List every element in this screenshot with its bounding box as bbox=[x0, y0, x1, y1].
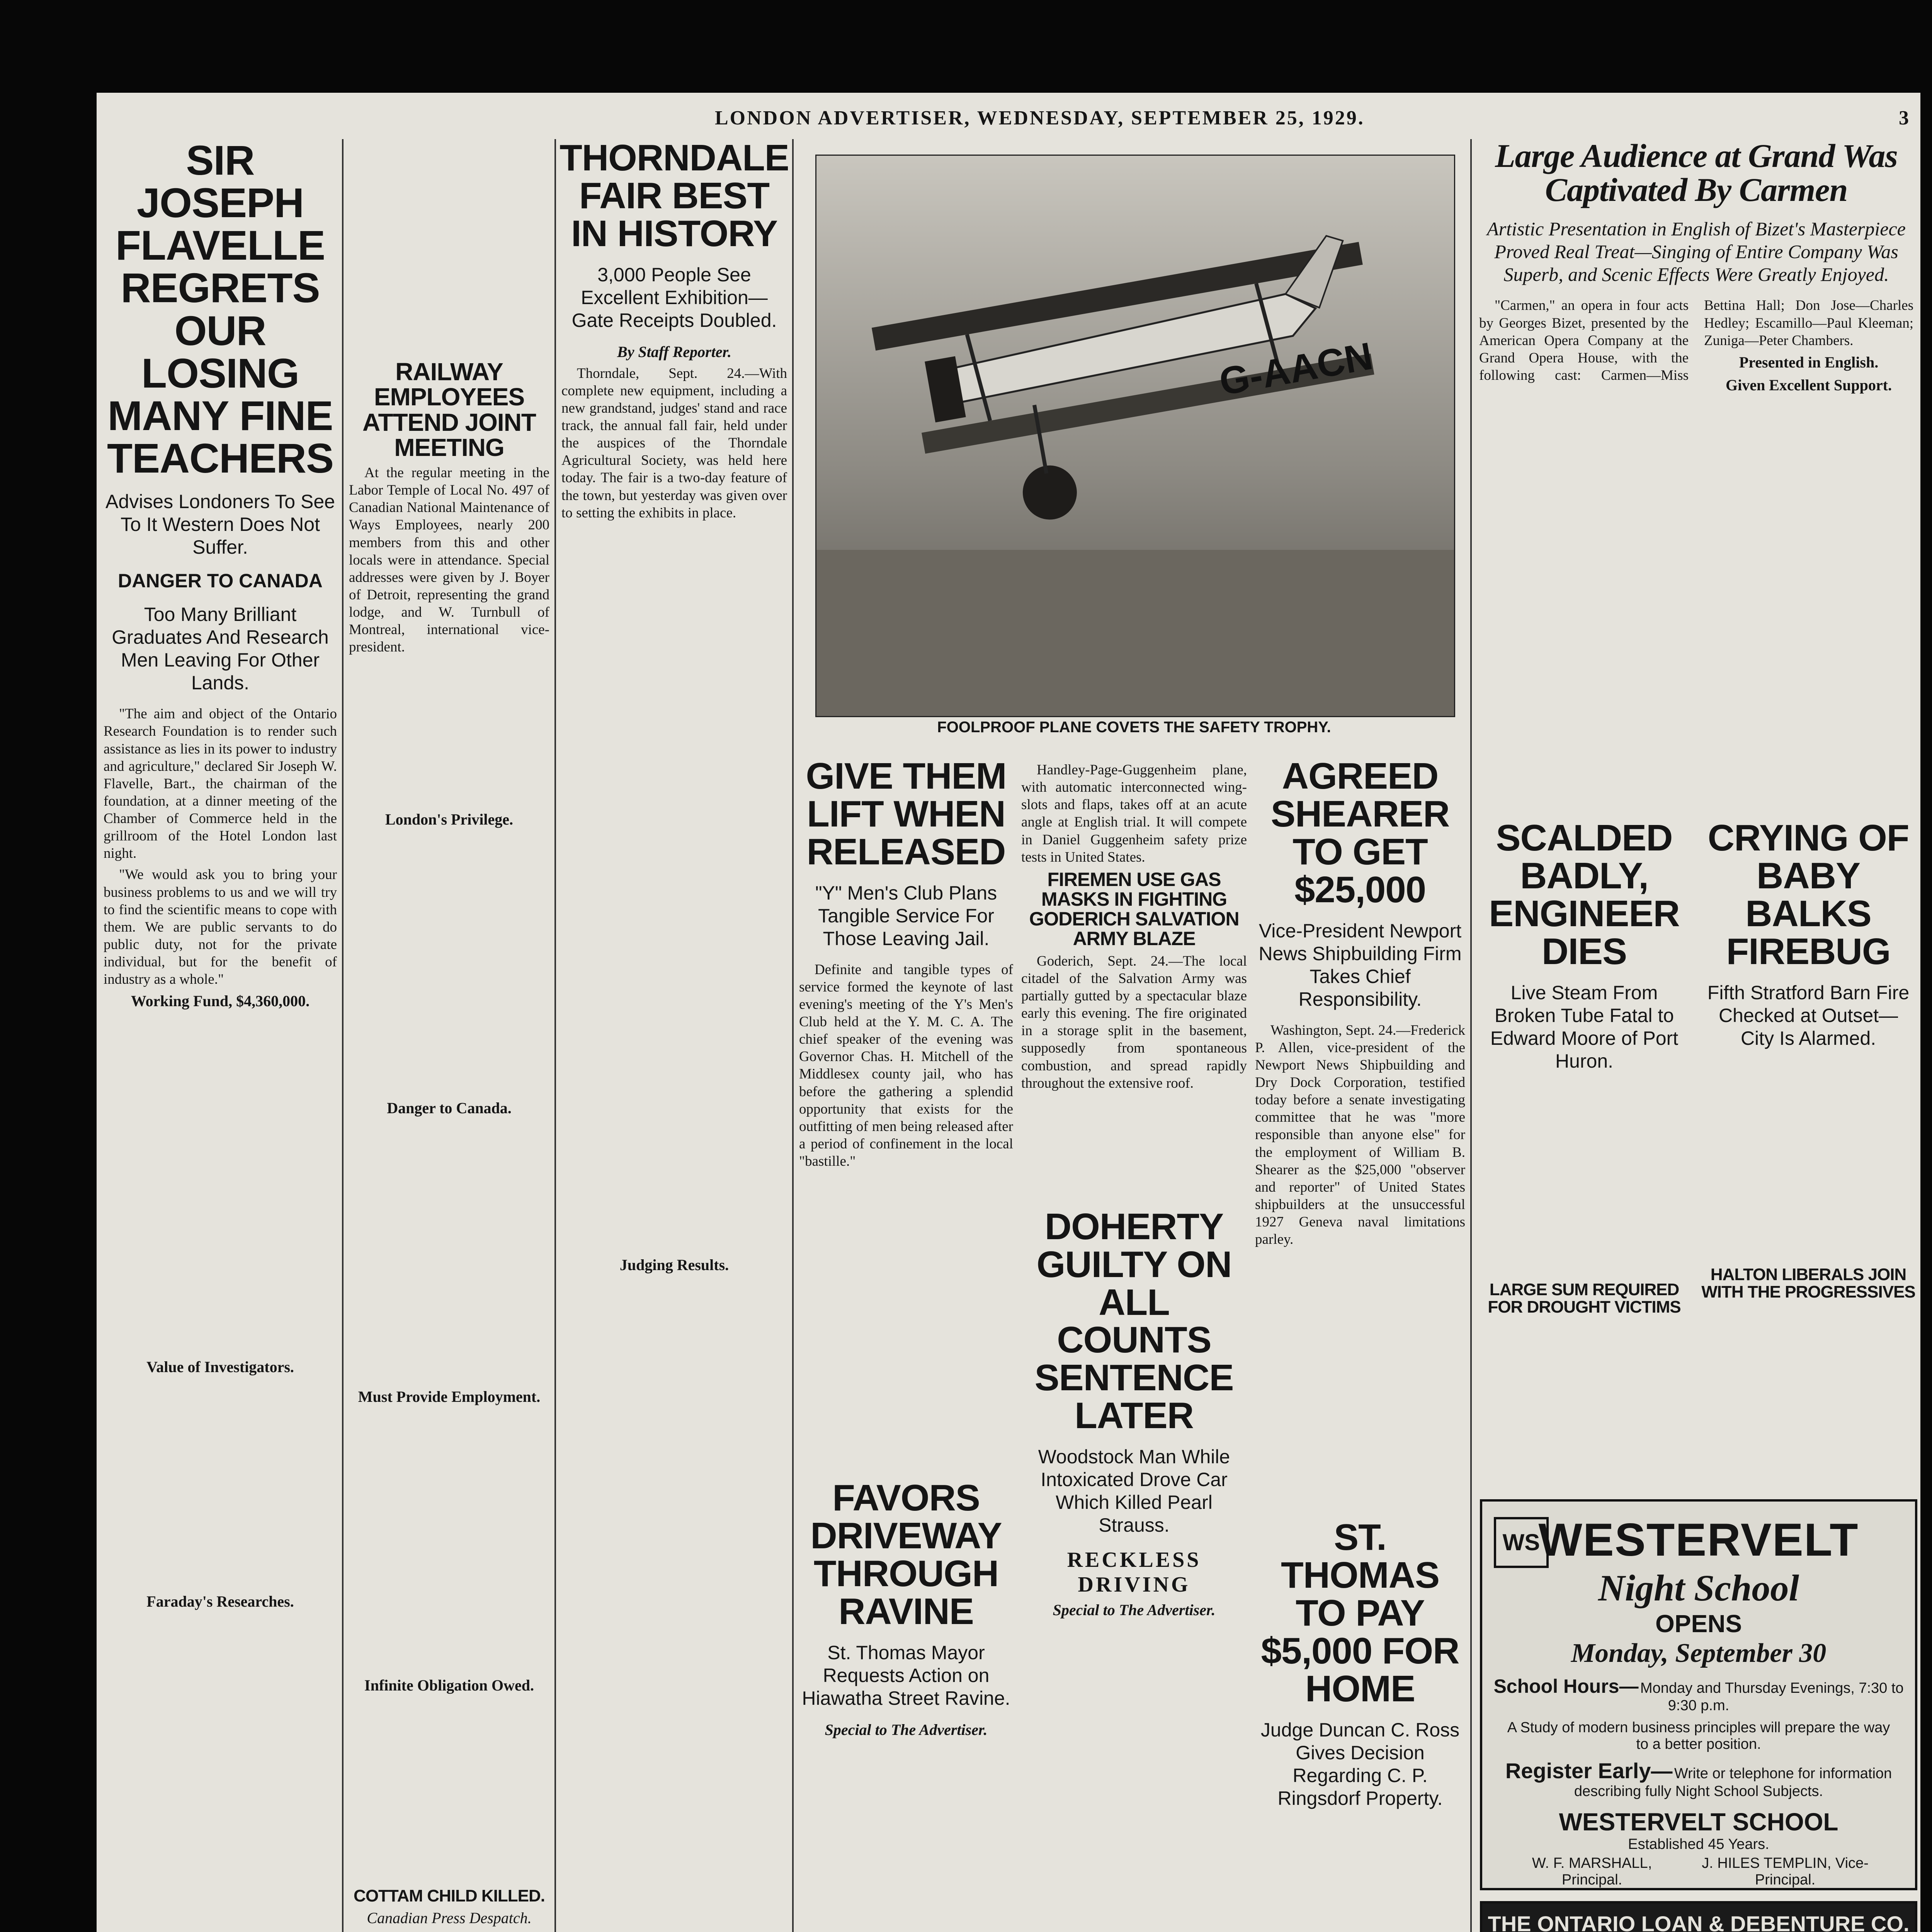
deck: Fifth Stratford Barn Fire Checked at Outset—City Is Alarmed. bbox=[1707, 981, 1910, 1049]
headline: ST. THOMAS TO PAY $5,000 FOR HOME bbox=[1261, 1517, 1459, 1709]
subhead: Value of Investigators. bbox=[146, 1358, 294, 1376]
article-railway bbox=[346, 359, 553, 1931]
deck: Artistic Presentation in English of Bizet's Masterpiece Proved Real Treat—Singing of Entire Company Was Superb, and Scenic Effects Were Greatly Enjoyed. bbox=[1487, 218, 1906, 286]
paragraph: Goderich, Sept. 24.—The local citadel of the Salvation Army was partially gutted by a spectacular blaze early this evening. The fire originated in a storage split in the basement, supposedly from spontaneous combustion, and spread rapidly throughout the extensive roof. bbox=[1021, 953, 1247, 1091]
deck: Judge Duncan C. Ross Gives Decision Regarding C. P. Ringsdorf Property. bbox=[1260, 1719, 1460, 1809]
masthead-title: LONDON ADVERTISER, WEDNESDAY, SEPTEMBER 25, 1929. bbox=[715, 107, 1365, 129]
subhead: Must Provide Employment. bbox=[358, 1388, 541, 1406]
registration-marking: G-AACN bbox=[1216, 334, 1376, 404]
byline: By Staff Reporter. bbox=[617, 343, 731, 361]
photo-image bbox=[815, 155, 1455, 717]
byline: Special to The Advertiser. bbox=[1053, 1601, 1216, 1619]
page-number: 3 bbox=[1899, 107, 1909, 129]
deck: Live Steam From Broken Tube Fatal to Edward Moore of Port Huron. bbox=[1490, 981, 1679, 1072]
article-goderich-fire bbox=[1018, 757, 1250, 1932]
headline: CRYING OF BABY BALKS FIREBUG bbox=[1708, 817, 1909, 972]
headline: HALTON LIBERALS JOIN WITH THE PROGRESSIVES bbox=[1701, 1265, 1915, 1301]
deck: "Y" Men's Club Plans Tangible Service For Those Leaving Jail. bbox=[815, 882, 997, 949]
westervelt-logo: WS bbox=[1494, 1517, 1549, 1568]
byline: Canadian Press Despatch. bbox=[367, 1909, 532, 1927]
hours-label: School Hours— bbox=[1493, 1675, 1639, 1697]
paragraph: "We would ask you to bring your business problems to us and we will try to find the scientific means to cope with them. We are public servants to do public duty, not for the private individual, but for the benefit of industry as a whole." bbox=[104, 867, 337, 988]
register-note: Write or telephone for information describing fully Night School Subjects. bbox=[1574, 1765, 1892, 1799]
headline: DOHERTY GUILTY ON ALL COUNTS SENTENCE LATER bbox=[1034, 1206, 1234, 1437]
photo-caption: FOOLPROOF PLANE COVETS THE SAFETY TROPHY. bbox=[937, 719, 1331, 736]
article-firebug bbox=[1700, 819, 1917, 1301]
deck: St. Thomas Mayor Requests Action on Hiawatha Street Ravine. bbox=[802, 1641, 1010, 1709]
headline: AGREED SHEARER TO GET $25,000 bbox=[1270, 755, 1450, 910]
article-body bbox=[104, 705, 337, 988]
ad-opens: OPENS bbox=[1655, 1610, 1742, 1638]
article-scalded bbox=[1476, 819, 1692, 1316]
deck: Advises Londoners To See To It Western Does Not Suffer. bbox=[105, 491, 335, 558]
ad-date: Monday, September 30 bbox=[1571, 1638, 1827, 1668]
headline: THORNDALE FAIR BEST IN HISTORY bbox=[560, 137, 789, 254]
subhead: Danger to Canada. bbox=[387, 1099, 512, 1117]
subhead: Working Fund, $4,360,000. bbox=[131, 992, 310, 1010]
subhead: Presented in English. bbox=[1739, 353, 1879, 371]
headline: LARGE SUM REQUIRED FOR DROUGHT VICTIMS bbox=[1488, 1280, 1681, 1316]
article-body bbox=[1021, 952, 1247, 1092]
paragraph: Washington, Sept. 24.—Frederick P. Allen, vice-president of the Newport News Shipbuilding and Dry Dock Corporation, testified today before a senate investigating committee that he was "more responsible than anyone else" for the employment of William B. Shearer as the $25,000 "observer and reporter" of United States shipbuilders at the unsuccessful 1927 Geneva naval limitations parley. bbox=[1255, 1022, 1465, 1248]
ad-title: WESTERVELT bbox=[1538, 1514, 1859, 1566]
ad-footer-name: WESTERVELT SCHOOL bbox=[1559, 1808, 1838, 1836]
subhead: Infinite Obligation Owed. bbox=[364, 1677, 534, 1694]
biplane-illustration bbox=[816, 156, 1454, 716]
article-body bbox=[1255, 1022, 1465, 1248]
subhead: Faraday's Researches. bbox=[146, 1593, 294, 1611]
subhead: London's Privilege. bbox=[385, 811, 514, 828]
article-body bbox=[1479, 297, 1913, 772]
headline: FIREMEN USE GAS MASKS IN FIGHTING GODERICH SALVATION ARMY BLAZE bbox=[1029, 868, 1239, 949]
byline: Special to The Advertiser. bbox=[825, 1721, 988, 1738]
paragraph: At the regular meeting in the Labor Temple of Local No. 497 of Canadian National Maintenance of Ways Employees, nearly 200 members from this and other locals were in attendance. Special addresses were given by J. Boyer of Detroit, representing the grand lodge, and W. Turnbull of Montreal, international vice-president. bbox=[349, 465, 549, 655]
plane-photo bbox=[800, 139, 1472, 757]
ad-vice-principal: J. HILES TEMPLIN, Vice-Principal. bbox=[1702, 1855, 1869, 1888]
deck: Vice-President Newport News Shipbuilding Firm Takes Chief Responsibility. bbox=[1259, 920, 1462, 1010]
headline: SIR JOSEPH FLAVELLE REGRETS OUR LOSING MANY FINE TEACHERS bbox=[107, 137, 334, 482]
subhead: Judging Results. bbox=[619, 1256, 729, 1274]
article-thorndale bbox=[558, 139, 790, 1278]
register-label: Register Early— bbox=[1505, 1759, 1673, 1783]
deck: Woodstock Man While Intoxicated Drove Car Which Killed Pearl Strauss. bbox=[1038, 1446, 1230, 1536]
ad-principal: W. F. MARSHALL, Principal. bbox=[1532, 1855, 1652, 1888]
article-ys-mens-club bbox=[796, 757, 1016, 1932]
column-rule bbox=[342, 139, 344, 1932]
article-body bbox=[799, 961, 1013, 1170]
subhead: RECKLESS DRIVING bbox=[1067, 1548, 1201, 1597]
ad-subtitle: Night School bbox=[1598, 1567, 1799, 1609]
headline: Large Audience at Grand Was Captivated By Carmen bbox=[1495, 137, 1898, 208]
headline: COTTAM CHILD KILLED. bbox=[354, 1886, 545, 1906]
paragraph: Handley-Page-Guggenheim plane, with automatic interconnected wing-slots and flaps, takes off at an acute angle at English trial. It will compete in Daniel Guggenheim safety prize tests in United States. bbox=[1021, 762, 1247, 865]
column-rule bbox=[554, 139, 556, 1932]
ad-established: Established 45 Years. bbox=[1628, 1836, 1769, 1852]
newspaper-page bbox=[97, 93, 1920, 1932]
article-shearer bbox=[1252, 757, 1468, 1932]
headline: GIVE THEM LIFT WHEN RELEASED bbox=[806, 755, 1007, 872]
ad-study-text: A Study of modern business principles will prepare the way to a better position. bbox=[1507, 1719, 1890, 1752]
photo-note bbox=[1021, 761, 1247, 866]
headline: SCALDED BADLY, ENGINEER DIES bbox=[1489, 817, 1680, 972]
paragraph: Thorndale, Sept. 24.—With complete new equipment, including a new grandstand, judges' stand and race track, the annual fall fair, held under the auspices of the Thorndale Agricultural Society, was held here today. The fair is a two-day feature of the town, but yesterday was given over to setting the exhibits in place. bbox=[561, 365, 787, 521]
masthead bbox=[97, 93, 1920, 139]
article-body bbox=[349, 464, 549, 656]
article-carmen bbox=[1476, 137, 1917, 1316]
westervelt-ad bbox=[1480, 1499, 1917, 1890]
subhead: Given Excellent Support. bbox=[1725, 376, 1892, 394]
article-flavelle bbox=[100, 139, 340, 1932]
deck: Too Many Brilliant Graduates And Research Men Leaving For Other Lands. bbox=[112, 604, 329, 694]
paragraph: "The aim and object of the Ontario Research Foundation is to render such assistance as lies in its power to industry and agriculture," declared Sir Joseph W. Flavelle, Bart., the chairman of the foundation, at a dinner meeting of the Chamber of Commerce held in the grillroom of the Hotel London last night. bbox=[104, 706, 337, 862]
deck: 3,000 People See Excellent Exhibition—Gate Receipts Doubled. bbox=[571, 264, 777, 331]
ad-title: THE ONTARIO LOAN & DEBENTURE CO. bbox=[1482, 1903, 1915, 1932]
column-rule bbox=[792, 139, 794, 1932]
paragraph: "Carmen," an opera in four acts by Georges Bizet, presented by the American Opera Company at the Grand Opera House, with the following cast: Carmen—Miss Bettina Hall; Don Jose—Charles Hedley; Escamillo—Paul Kleeman; Zuniga—Peter Chambers. bbox=[1479, 298, 1913, 383]
article-body bbox=[561, 365, 787, 522]
headline: FAVORS DRIVEWAY THROUGH RAVINE bbox=[810, 1477, 1002, 1632]
deck: DANGER TO CANADA bbox=[118, 570, 323, 592]
hours-text: Monday and Thursday Evenings, 7:30 to 9:30 p.m. bbox=[1640, 1680, 1904, 1714]
ontario-loan-ad bbox=[1480, 1901, 1917, 1932]
paragraph: Definite and tangible types of service formed the keynote of last evening's meeting of the Y's Men's Club held at the Y. M. C. A. The chief speaker of the evening was Governor Chas. H. Mitchell of the Middlesex county jail, who has before the gathering a splendid opportunity that exists for the outfitting of men being released after a period of confinement in the local "bastille." bbox=[799, 961, 1013, 1170]
headline: RAILWAY EMPLOYEES ATTEND JOINT MEETING bbox=[362, 358, 536, 461]
